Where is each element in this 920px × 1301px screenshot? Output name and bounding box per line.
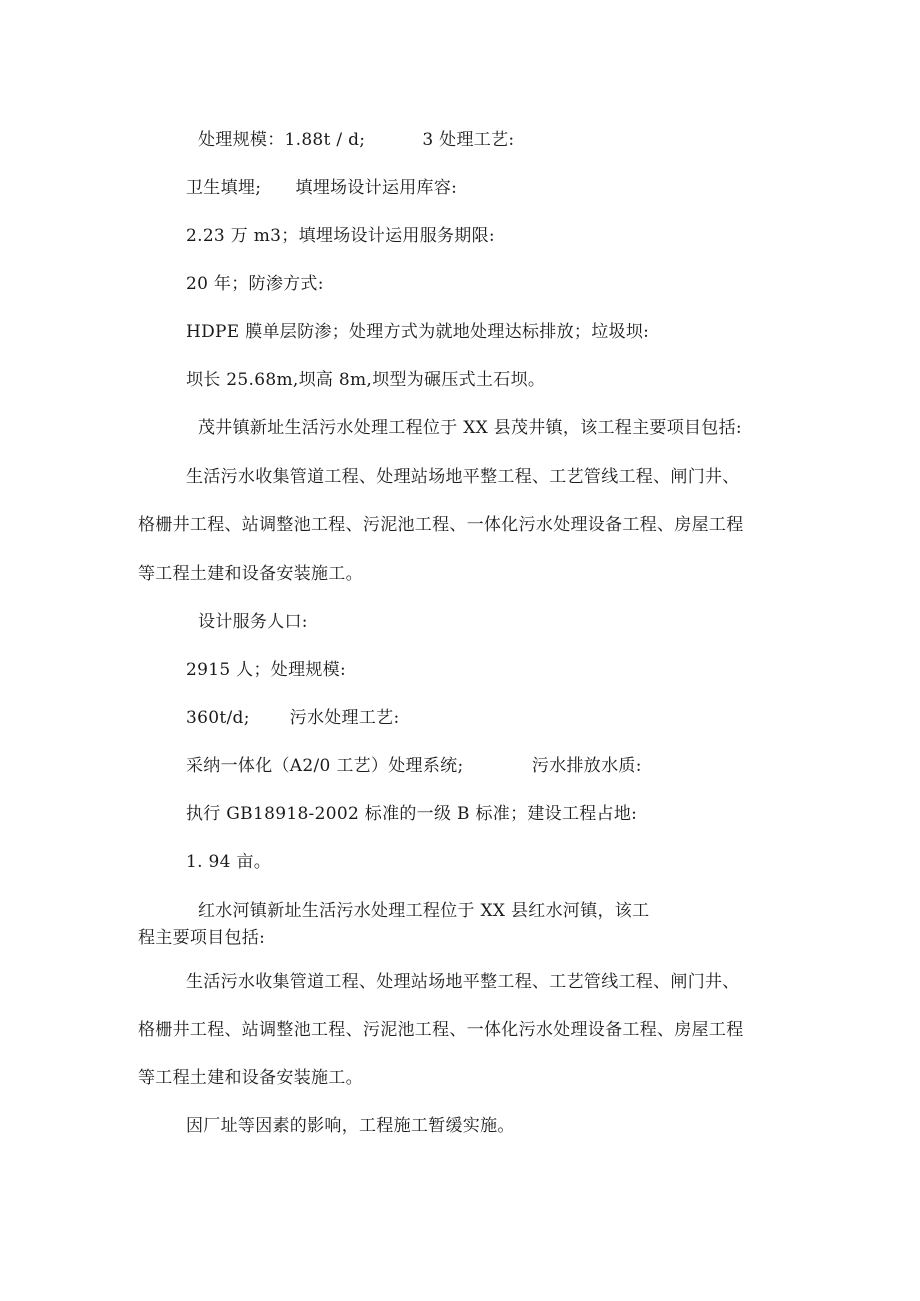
text-line: 2915 人；处理规模: <box>186 660 346 680</box>
text-line: 红水河镇新址生活污水处理工程位于 XX 县红水河镇，该工 <box>198 901 650 921</box>
text-line: 2.23 万 m3；填埋场设计运用服务期限: <box>186 226 495 246</box>
text-line: 20 年；防渗方式: <box>186 274 324 294</box>
text-line: 格栅井工程、站调整池工程、污泥池工程、一体化污水处理设备工程、房屋工程 <box>138 515 744 535</box>
text-line: 360t/d; 污水处理工艺: <box>186 708 400 728</box>
text-line: 采纳一体化（A2/0 工艺）处理系统; 污水排放水质: <box>186 756 642 776</box>
text-line: 格栅井工程、站调整池工程、污泥池工程、一体化污水处理设备工程、房屋工程 <box>138 1020 744 1040</box>
text-line: 执行 GB18918-2002 标准的一级 B 标准；建设工程占地: <box>186 804 638 824</box>
text-line: 坝长 25.68m,坝高 8m,坝型为碾压式土石坝。 <box>186 370 546 390</box>
text-line: 生活污水收集管道工程、处理站场地平整工程、工艺管线工程、闸门井、 <box>186 972 740 992</box>
text-line: 处理规模：1.88t / d; 3 处理工艺: <box>198 130 515 150</box>
text-line: 等工程土建和设备安装施工。 <box>138 564 363 584</box>
text-line: 茂井镇新址生活污水处理工程位于 XX 县茂井镇，该工程主要项目包括: <box>198 418 742 438</box>
text-line: 卫生填埋; 填埋场设计运用库容: <box>186 178 458 198</box>
text-line: HDPE 膜单层防渗；处理方式为就地处理达标排放；垃圾坝: <box>186 322 650 342</box>
text-line: 程主要项目包括: <box>138 928 266 948</box>
text-line: 等工程土建和设备安装施工。 <box>138 1068 363 1088</box>
text-line: 设计服务人口: <box>198 612 308 632</box>
text-line: 1. 94 亩。 <box>186 852 272 872</box>
text-line: 生活污水收集管道工程、处理站场地平整工程、工艺管线工程、闸门井、 <box>186 467 740 487</box>
text-line: 因厂址等因素的影响，工程施工暂缓实施。 <box>186 1116 515 1136</box>
